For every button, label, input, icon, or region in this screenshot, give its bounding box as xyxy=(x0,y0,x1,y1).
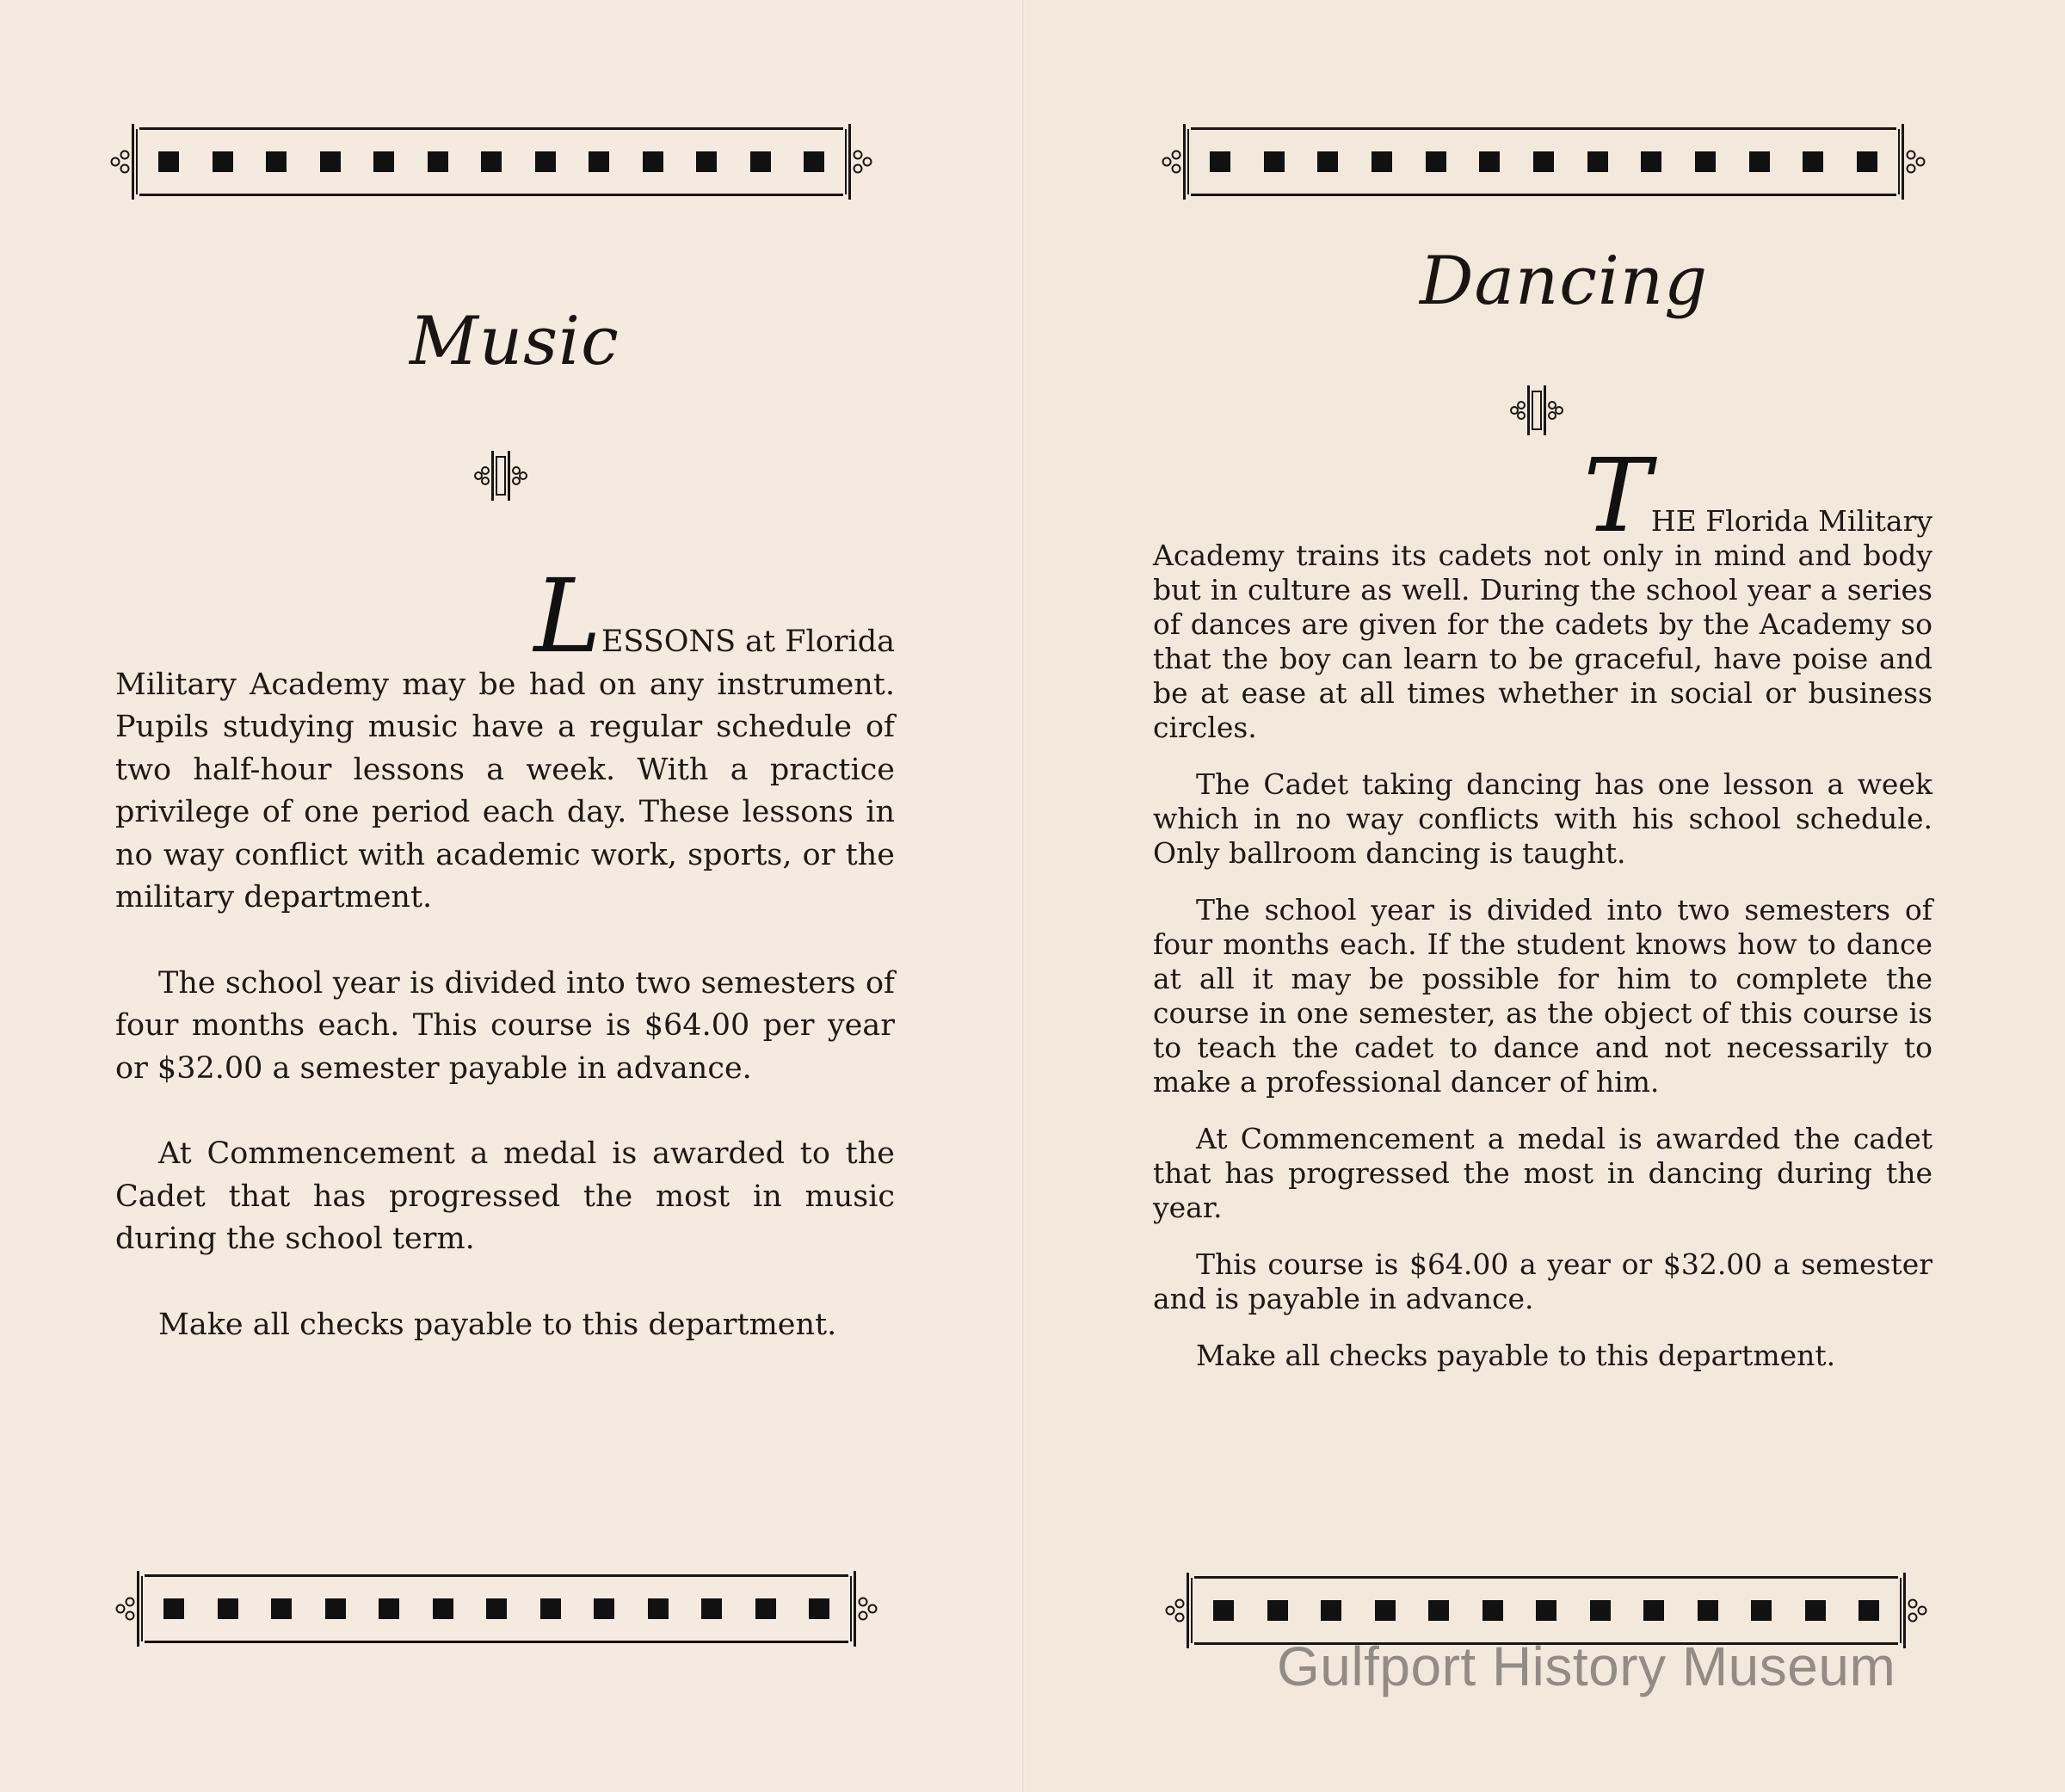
paragraph: This course is $64.00 a year or $32.00 a semester and is payable in advance. xyxy=(1153,1247,1932,1315)
paragraph: The school year is divided into two semesters of four months each. This course is $64.00 per year or $32.00 a semester payable in advance. xyxy=(115,965,895,1086)
top-ornament-left xyxy=(108,122,874,201)
small-bracket-icon xyxy=(466,447,535,504)
paragraph: The school year is divided into two semesters of four months each. If the student knows how to dance at all it may be possible for him to complete the course in one semester, as the object of this course is to teach the cadet to dance and not necessarily to make a professional dancer of him. xyxy=(1153,893,1932,1099)
small-bracket-icon xyxy=(1502,382,1571,439)
square-band xyxy=(145,1574,848,1643)
opening-line: THE Florida Military xyxy=(1583,436,1932,555)
square-band xyxy=(1191,127,1896,196)
paragraph: Military Academy may be had on any instrument. Pupils studying music have a regular schedule of two half-hour lessons a week. With a practice privilege of one period each day. These lessons in no way conflict with academic work, sports, or the military department. xyxy=(115,667,895,914)
drop-cap: L xyxy=(533,557,601,675)
scroll-dots-icon xyxy=(1160,149,1182,175)
section-ornament-right xyxy=(1502,382,1571,439)
music-body xyxy=(115,557,895,1346)
bracket-cap-icon xyxy=(1186,1571,1194,1650)
drop-cap: T xyxy=(1583,436,1651,555)
scroll-dots-icon xyxy=(1163,1598,1186,1623)
scroll-dots-icon xyxy=(1907,1598,1929,1623)
opening-line: LESSONS at Florida xyxy=(533,557,895,675)
bracket-cap-icon xyxy=(1896,122,1905,201)
bottom-ornament-left xyxy=(114,1569,879,1648)
square-band xyxy=(139,127,843,196)
bracket-cap-icon xyxy=(1898,1571,1907,1650)
left-page xyxy=(0,0,1026,1792)
bracket-cap-icon xyxy=(843,122,852,201)
top-ornament-right xyxy=(1160,122,1927,201)
scroll-dots-icon xyxy=(857,1596,879,1622)
paragraph: Make all checks payable to this department. xyxy=(158,1307,837,1342)
bracket-cap-icon xyxy=(136,1569,145,1648)
bracket-cap-icon xyxy=(131,122,139,201)
paragraph: Make all checks payable to this department. xyxy=(1196,1339,1836,1372)
scroll-dots-icon xyxy=(1905,149,1927,175)
paragraph: Academy trains its cadets not only in mind and body but in culture as well. During the school year a series of dances are given for the cadets by the Academy so that the boy can learn to be graceful, have poise and be at ease at all times whether in social or business circles. xyxy=(1153,539,1932,744)
scroll-dots-icon xyxy=(114,1596,136,1622)
right-page xyxy=(1026,0,2065,1792)
scroll-dots-icon xyxy=(108,149,131,175)
bracket-cap-icon xyxy=(1182,122,1191,201)
dancing-body xyxy=(1153,436,1932,1373)
bracket-cap-icon xyxy=(848,1569,857,1648)
paragraph: The Cadet taking dancing has one lesson a week which in no way conflicts with his school schedule. Only ballroom dancing is taught. xyxy=(1153,767,1932,870)
section-ornament-left xyxy=(466,447,535,504)
museum-watermark: Gulfport History Museum xyxy=(1277,1635,1896,1697)
page-title: Music xyxy=(410,303,620,380)
paragraph: At Commencement a medal is awarded to the Cadet that has progressed the most in music during the school term. xyxy=(115,1136,895,1256)
paragraph: At Commencement a medal is awarded the cadet that has progressed the most in dancing during the year. xyxy=(1153,1122,1932,1224)
page-title: Dancing xyxy=(1420,243,1709,320)
scroll-dots-icon xyxy=(852,149,874,175)
